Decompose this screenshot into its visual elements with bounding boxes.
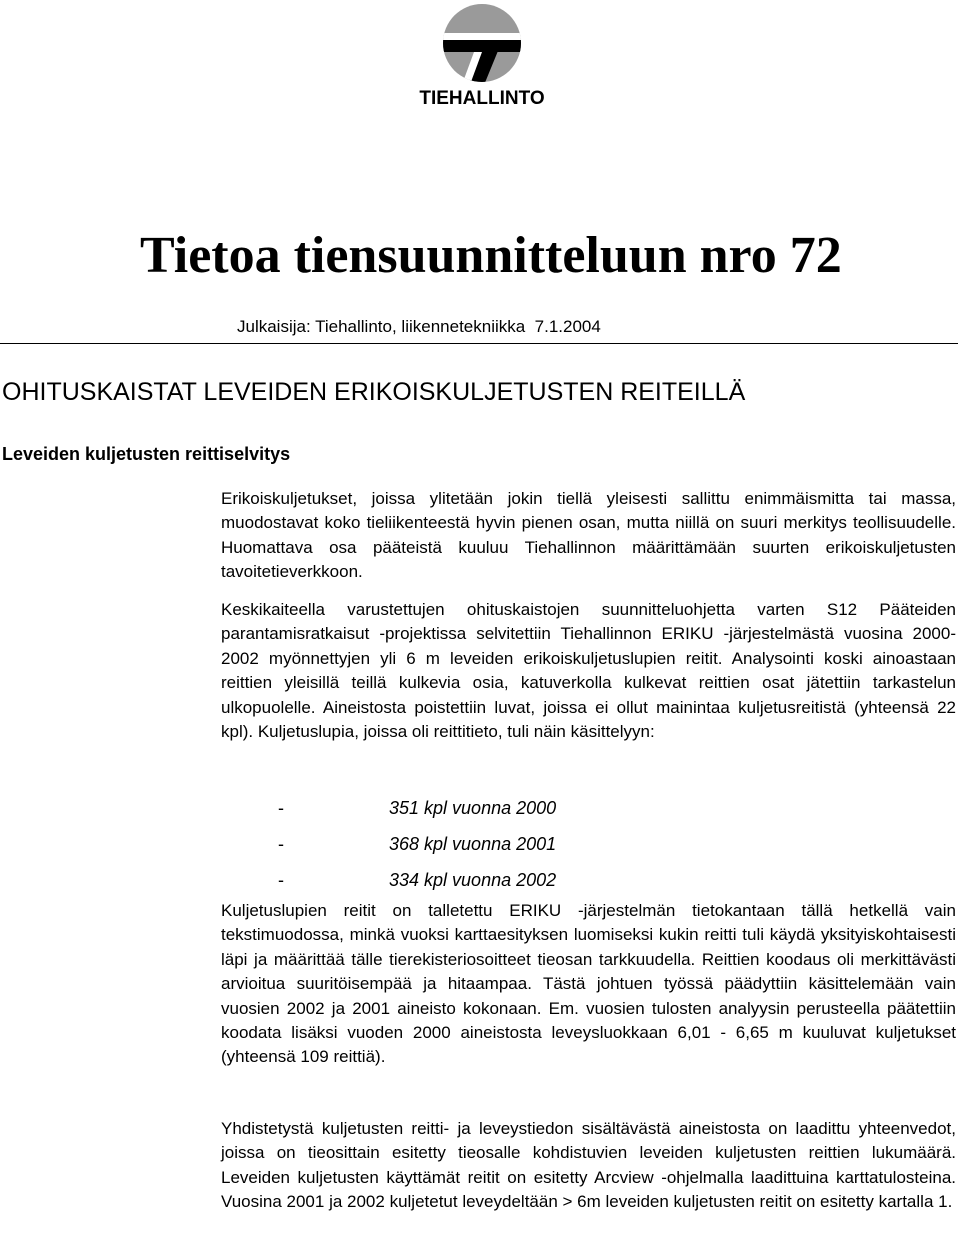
section-subheading: Leveiden kuljetusten reittiselvitys bbox=[2, 444, 291, 464]
section-heading: OHITUSKAISTAT LEVEIDEN ERIKOISKULJETUSTEN REITEILLÄ bbox=[2, 378, 746, 406]
list-item-text: 334 kpl vuonna 2002 bbox=[389, 870, 557, 890]
publisher-line: Julkaisija: Tiehallinto, liikennetekniikka 7.1.2004 bbox=[237, 317, 601, 336]
paragraph-2: Keskikaiteella varustettujen ohituskaistojen suunnitteluohjetta varten S12 Pääteiden parantamisratkaisut -projektissa selvitettiin Tiehallinnon ERIKU -järjestelmästä vuosina 2000-2002 myönnettyjen yli 6 m leveiden erikoiskuljetuslupien reitit. Analysointi koski ainoastaan reittien yleisillä teillä kulkevia osia, katuverkolla kulkevat reittien osat jätettiin tarkastelun ulkopuolelle. Aineistosta poistettiin luvat, joissa ei ollut mainintaa kuljetusreitistä (yhteensä 22 kpl). Kuljetuslupia, joissa oli reittitieto, tuli näin käsittelyyn: bbox=[221, 600, 956, 742]
list-dash: - bbox=[278, 870, 284, 890]
header-divider bbox=[0, 343, 958, 344]
tiehallinto-logo bbox=[412, 0, 552, 112]
paragraph-1: Erikoiskuljetukset, joissa ylitetään jokin tiellä yleisesti sallittu enimmäismitta tai massa, muodostavat koko tieliikenteestä hyvin pienen osan, mutta niillä on suuri merkitys teollisuudelle. Huomattava osa pääteistä kuuluu Tiehallinnon määrittämään suurten erikoiskuljetusten tavoitetieverkkoon. bbox=[221, 489, 956, 582]
logo-emblem-icon bbox=[412, 0, 552, 90]
paragraph-3: Kuljetuslupien reitit on talletettu ERIKU -järjestelmän tietokantaan tällä hetkellä vain tekstimuodossa, minkä vuoksi karttaesityksen luomiseksi kukin reitti tuli käydä yksityiskohtaisesti läpi ja määrittää tälle tierekisteriosoitteet tieosan tarkkuudella. Reittien koodaus oli merkittävästi arvioitua suuritöisempää ja hitaampaa. Tästä johtuen työssä päädyttiin käsittelemään vain vuosien 2002 ja 2001 aineisto kokonaan. Em. vuosien tulosten analyysin perusteella päätettiin koodata lisäksi vuoden 2000 aineistosta leveysluokkaan 6,01 - 6,65 m kuuluvat kuljetukset (yhteensä 109 reittiä). bbox=[221, 901, 956, 1067]
document-title: Tietoa tiensuunnitteluun nro 72 bbox=[140, 227, 842, 284]
list-dash: - bbox=[278, 834, 284, 854]
list-item-text: 368 kpl vuonna 2001 bbox=[389, 834, 557, 854]
list-item-text: 351 kpl vuonna 2000 bbox=[389, 798, 557, 818]
logo-wordmark: TIEHALLINTO bbox=[419, 88, 545, 109]
paragraph-4: Yhdistetystä kuljetusten reitti- ja leveystiedon sisältävästä aineistosta on laadittu yhteenvedot, joissa on tieosittain esitetty tieosalle kohdistuvien leveiden kuljetusten reittien lukumäärä. Leveiden kuljetusten käyttämät reitit on esitetty Arcview -ohjelmalla laadittuina karttatulosteina. Vuosina 2001 ja 2002 kuljetetut leveydeltään > 6m leveiden kuljetusten reitit on esitetty kartalla 1. bbox=[221, 1119, 956, 1212]
list-dash: - bbox=[278, 798, 284, 818]
